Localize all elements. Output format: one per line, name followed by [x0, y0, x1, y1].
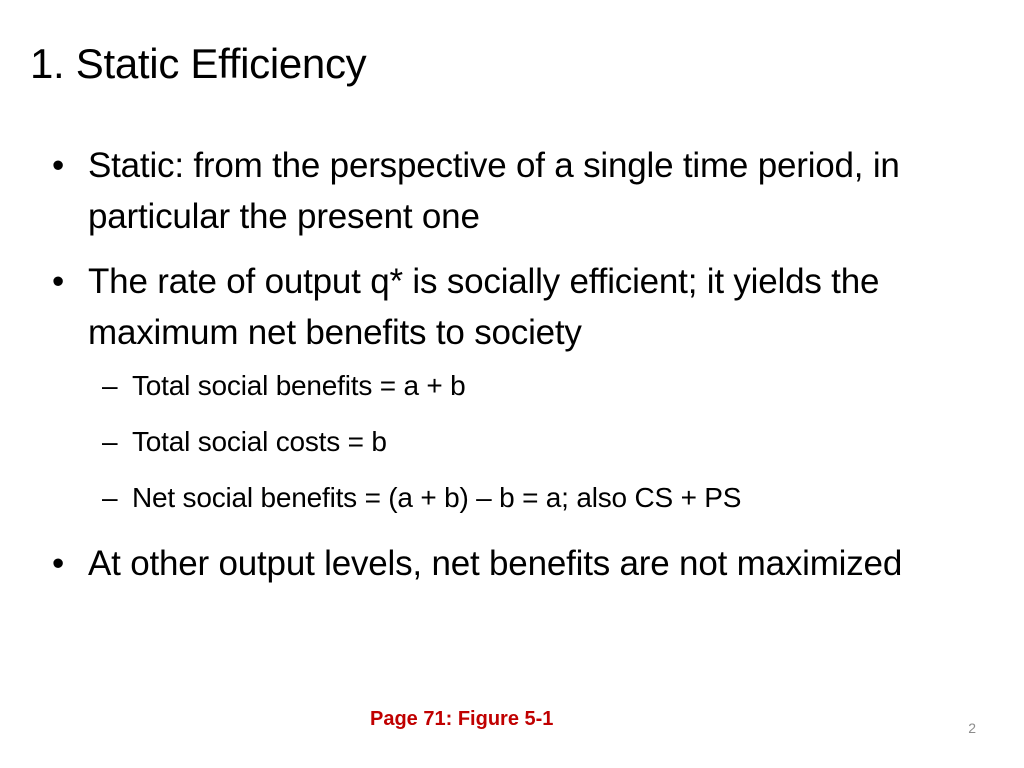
sub-bullet-text: Total social benefits = a + b	[132, 370, 466, 401]
dash-icon: –	[102, 482, 118, 513]
bullet-text: At other output levels, net benefits are not maximized	[88, 544, 903, 583]
dash-icon: –	[102, 370, 118, 401]
slide-number: 2	[968, 720, 976, 736]
sub-bullet-item	[50, 424, 980, 460]
bullet-item	[50, 140, 980, 242]
bullet-icon: •	[52, 544, 65, 583]
bullet-item	[50, 256, 980, 358]
bullet-item	[50, 538, 980, 589]
slide-title: 1. Static Efficiency	[30, 40, 367, 87]
bullet-text: Static: from the perspective of a single time period, in particular the present one	[88, 146, 900, 236]
sub-bullet-text: Total social costs = b	[132, 426, 387, 457]
sub-bullet-item	[50, 480, 980, 516]
sub-bullet-text: Net social benefits = (a + b) – b = a; also CS + PS	[132, 482, 742, 513]
bullet-list	[50, 140, 980, 603]
figure-reference: Page 71: Figure 5-1	[370, 708, 554, 730]
bullet-icon: •	[52, 262, 65, 301]
bullet-icon: •	[52, 146, 65, 185]
sub-bullet-item	[50, 368, 980, 404]
bullet-text: The rate of output q* is socially efficient; it yields the maximum net benefits to society	[88, 262, 880, 352]
dash-icon: –	[102, 426, 118, 457]
